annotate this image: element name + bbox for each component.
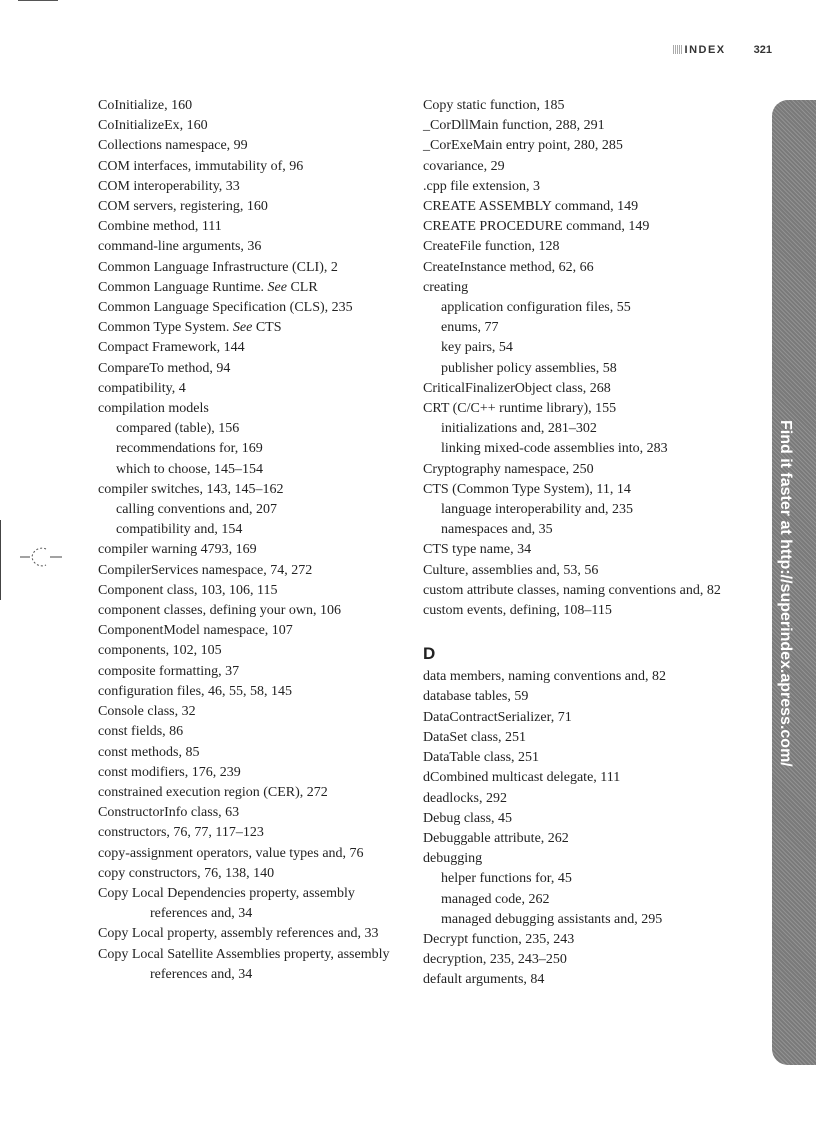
index-entry: Collections namespace, 99 (98, 138, 248, 154)
index-entry: Debuggable attribute, 262 (423, 830, 569, 846)
header-section: INDEX (684, 44, 726, 56)
index-entry: COM interoperability, 33 (98, 178, 240, 194)
section-letter: D (423, 644, 436, 664)
index-entry: CreateFile function, 128 (423, 239, 560, 255)
index-entry: default arguments, 84 (423, 972, 545, 988)
index-entry: CompareTo method, 94 (98, 360, 231, 376)
index-entry: Culture, assemblies and, 53, 56 (423, 562, 599, 578)
index-entry: CompilerServices namespace, 74, 272 (98, 562, 313, 578)
registration-mark-icon (20, 535, 62, 579)
index-entry: Common Type System. See CTS (98, 320, 282, 336)
index-entry: CTS (Common Type System), 11, 14 (423, 481, 631, 497)
index-entry: Copy Local Dependencies property, assembly references and, 34 (98, 885, 355, 922)
index-entry: Copy Local Satellite Assemblies property, assembly references and, 34 (98, 946, 390, 982)
index-entry: database tables, 59 (423, 689, 529, 705)
index-subentry: recommendations for, 169 (116, 441, 263, 457)
index-entry: DataSet class, 251 (423, 729, 527, 745)
page-number: 321 (753, 44, 772, 56)
header-mark-icon (673, 45, 683, 54)
index-entry: constructors, 76, 77, 117–123 (98, 825, 264, 841)
index-subentry: key pairs, 54 (441, 340, 513, 356)
index-entry: CoInitialize, 160 (98, 98, 193, 113)
index-entry: ComponentModel namespace, 107 (98, 623, 293, 639)
index-subentry: publisher policy assemblies, 58 (441, 360, 617, 376)
index-entry: ConstructorInfo class, 63 (98, 805, 240, 821)
index-entry: Common Language Specification (CLS), 235 (98, 300, 353, 316)
index-subentry: initializations and, 281–302 (441, 421, 597, 437)
index-entry: Console class, 32 (98, 704, 196, 720)
index-column-left (98, 96, 398, 985)
index-entry: Cryptography namespace, 250 (423, 461, 594, 477)
index-entry: Common Language Infrastructure (CLI), 2 (98, 259, 338, 275)
index-entry: Component class, 103, 106, 115 (98, 582, 278, 598)
index-entry: Compact Framework, 144 (98, 340, 245, 356)
index-subentry: managed debugging assistants and, 295 (441, 911, 663, 927)
index-subentry: which to choose, 145–154 (116, 461, 263, 477)
index-subentry: calling conventions and, 207 (116, 502, 277, 518)
index-entry: command-line arguments, 36 (98, 239, 262, 255)
index-entry: custom attribute classes, naming conventions and, 82 (423, 582, 721, 598)
top-rule (18, 0, 58, 1)
index-entry: debugging (423, 851, 483, 867)
index-entry: custom events, defining, 108–115 (423, 603, 612, 619)
index-entry: CREATE PROCEDURE command, 149 (423, 219, 650, 235)
side-tab-text[interactable]: Find it faster at http://superindex.apress.com/ (777, 420, 794, 767)
index-entry: data members, naming conventions and, 82 (423, 669, 666, 685)
index-entry: CRT (C/C++ runtime library), 155 (423, 401, 617, 417)
index-entry: DataTable class, 251 (423, 750, 540, 766)
index-entry: copy constructors, 76, 138, 140 (98, 865, 275, 881)
index-entry: deadlocks, 292 (423, 790, 507, 806)
index-entry: configuration files, 46, 55, 58, 145 (98, 683, 293, 699)
index-entry: compiler warning 4793, 169 (98, 542, 257, 558)
index-entry: .cpp file extension, 3 (423, 178, 541, 194)
index-entry: Common Language Runtime. See CLR (98, 279, 318, 295)
index-entry: decryption, 235, 243–250 (423, 952, 567, 968)
index-subentry: enums, 77 (441, 320, 499, 336)
index-entry: Combine method, 111 (98, 219, 222, 235)
index-subentry: application configuration files, 55 (441, 300, 631, 316)
index-entry: Decrypt function, 235, 243 (423, 931, 575, 947)
index-entry: _CorDllMain function, 288, 291 (423, 118, 605, 134)
see-reference: See (232, 320, 253, 336)
index-entry: Copy Local property, assembly references and, 33 (98, 926, 379, 942)
index-subentry: namespaces and, 35 (441, 522, 553, 538)
index-subentry: helper functions for, 45 (441, 871, 572, 887)
index-entry: dCombined multicast delegate, 111 (423, 770, 621, 786)
index-entry: const fields, 86 (98, 724, 184, 740)
index-entry: component classes, defining your own, 106 (98, 603, 342, 619)
index-entry: DataContractSerializer, 71 (423, 709, 572, 725)
index-entry: compiler switches, 143, 145–162 (98, 481, 284, 497)
index-subentry: compatibility and, 154 (116, 522, 243, 538)
index-subentry: managed code, 262 (441, 891, 550, 907)
index-entry: CreateInstance method, 62, 66 (423, 259, 594, 275)
index-subentry: compared (table), 156 (116, 421, 240, 437)
index-entry: _CorExeMain entry point, 280, 285 (423, 138, 623, 154)
index-entry: compilation models (98, 401, 209, 417)
index-entry: COM interfaces, immutability of, 96 (98, 158, 304, 174)
index-entry: Debug class, 45 (423, 810, 513, 826)
index-entry: CREATE ASSEMBLY command, 149 (423, 199, 639, 215)
margin-line (0, 520, 1, 600)
index-entry: COM servers, registering, 160 (98, 199, 268, 215)
index-entry: constrained execution region (CER), 272 (98, 784, 328, 800)
index-entry: CTS type name, 34 (423, 542, 532, 558)
index-subentry: linking mixed-code assemblies into, 283 (441, 441, 668, 457)
see-reference: See (267, 279, 287, 295)
index-entry: covariance, 29 (423, 158, 505, 174)
index-entry: const methods, 85 (98, 744, 200, 760)
index-entry: copy-assignment operators, value types and, 76 (98, 845, 364, 861)
index-entry: components, 102, 105 (98, 643, 222, 659)
index-entry: compatibility, 4 (98, 380, 186, 396)
index-entry: CriticalFinalizerObject class, 268 (423, 380, 611, 396)
index-entry: creating (423, 279, 469, 295)
index-column-right (423, 96, 733, 991)
index-entry: const modifiers, 176, 239 (98, 764, 241, 780)
index-entry: Copy static function, 185 (423, 98, 565, 113)
index-entry: CoInitializeEx, 160 (98, 118, 208, 134)
index-entry: composite formatting, 37 (98, 663, 240, 679)
running-header (673, 44, 772, 56)
index-subentry: language interoperability and, 235 (441, 502, 634, 518)
